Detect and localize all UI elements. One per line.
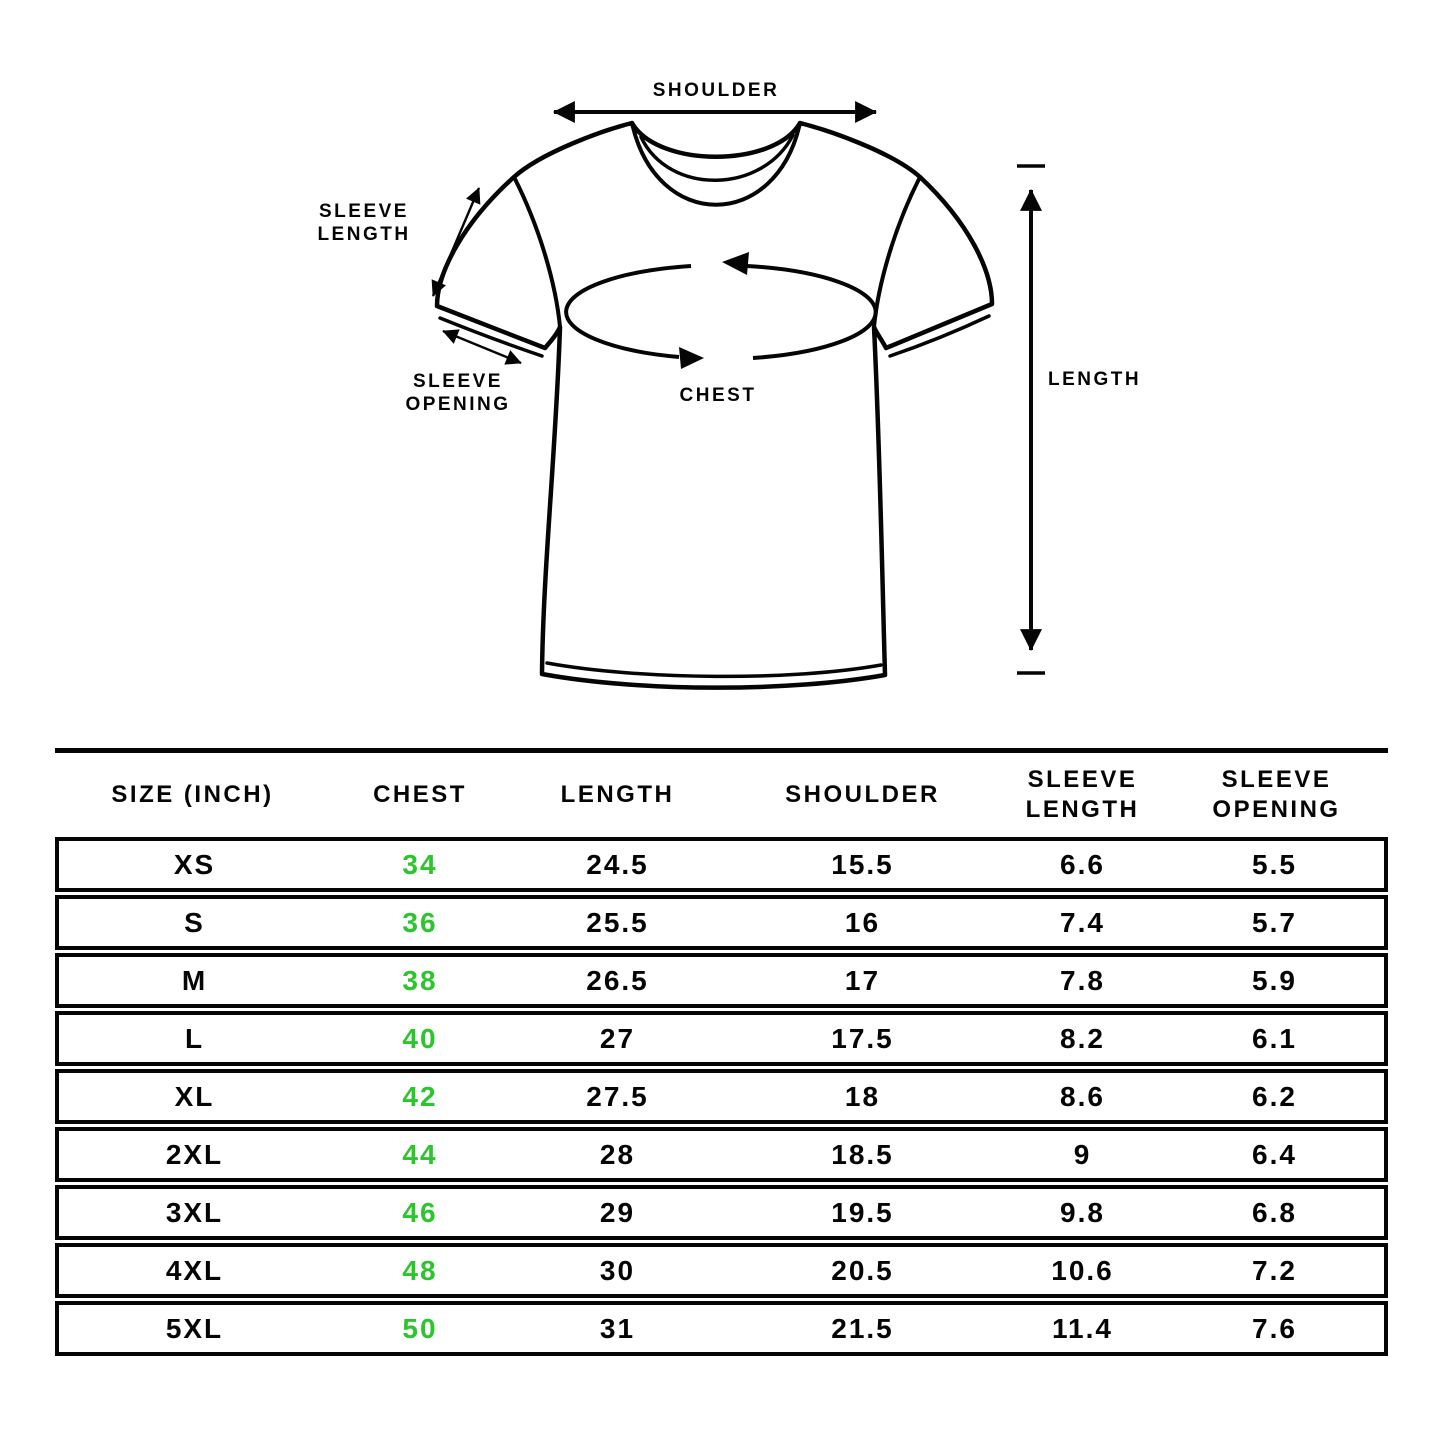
sleeve-opening-cell: 6.4 (1252, 1138, 1297, 1170)
column-header-length-text: LENGTH (560, 781, 675, 808)
table-row-4xl (55, 1243, 1388, 1298)
length-cell: 28 (599, 1138, 636, 1170)
table-row-xs (55, 837, 1388, 892)
sleeve-length-label (264, 200, 464, 246)
size-cell: 2XL (165, 1138, 224, 1170)
sleeve-length-label-line2: LENGTH (317, 224, 411, 245)
chest-cell: 46 (402, 1196, 438, 1228)
shoulder-cell: 18.5 (831, 1138, 894, 1170)
sleeve-opening-cell: 6.8 (1252, 1196, 1297, 1228)
shoulder-cell: 20.5 (831, 1254, 894, 1286)
size-cell: XS (173, 848, 216, 880)
length-measure-arrow (1017, 166, 1045, 673)
column-header-chest-text: CHEST (373, 781, 467, 808)
column-header-chest (330, 780, 510, 810)
table-row-2xl (55, 1127, 1388, 1182)
table-row-3xl (55, 1185, 1388, 1240)
shoulder-label: SHOULDER (652, 80, 780, 101)
chest-cell: 34 (402, 848, 438, 880)
sleeve-length-cell: 7.8 (1060, 964, 1105, 996)
shoulder-cell: 15.5 (831, 848, 894, 880)
column-header-shoulder-text: SHOULDER (785, 781, 940, 808)
sleeve-opening-label-line1: SLEEVE (413, 371, 503, 392)
size-cell: XL (174, 1080, 215, 1112)
size-cell: 3XL (165, 1196, 224, 1228)
table-header-row (55, 753, 1388, 837)
sleeve-opening-cell: 6.2 (1252, 1080, 1297, 1112)
size-cell: M (181, 964, 208, 996)
sleeve-opening-cell: 6.1 (1252, 1022, 1297, 1054)
length-cell: 27.5 (586, 1080, 649, 1112)
length-cell: 30 (599, 1254, 636, 1286)
column-header-sleeve-length-text: SLEEVE LENGTH (1025, 766, 1140, 823)
chest-cell: 44 (402, 1138, 438, 1170)
length-cell: 29 (599, 1196, 636, 1228)
length-cell: 24.5 (586, 848, 649, 880)
sleeve-length-label-line1: SLEEVE (319, 201, 409, 222)
size-cell: 4XL (165, 1254, 224, 1286)
table-row-xl (55, 1069, 1388, 1124)
table-row-5xl (55, 1301, 1388, 1356)
sleeve-length-cell: 7.4 (1060, 906, 1105, 938)
sleeve-opening-cell: 7.2 (1252, 1254, 1297, 1286)
length-cell: 25.5 (586, 906, 649, 938)
sleeve-length-cell: 8.2 (1060, 1022, 1105, 1054)
sleeve-opening-cell: 5.9 (1252, 964, 1297, 996)
chest-cell: 38 (402, 964, 438, 996)
sleeve-opening-cell: 7.6 (1252, 1312, 1297, 1344)
shoulder-cell: 17.5 (831, 1022, 894, 1054)
chest-cell: 50 (402, 1312, 438, 1344)
sleeve-length-cell: 8.6 (1060, 1080, 1105, 1112)
length-label: LENGTH (1048, 369, 1142, 390)
size-cell: 5XL (165, 1312, 224, 1344)
sleeve-opening-cell: 5.5 (1252, 848, 1297, 880)
column-header-sleeve-opening-text: SLEEVE OPENING (1212, 766, 1341, 823)
sleeve-length-cell: 11.4 (1052, 1312, 1113, 1344)
shoulder-cell: 21.5 (831, 1312, 894, 1344)
size-cell: L (184, 1022, 205, 1054)
column-header-sleeve-length (1000, 765, 1165, 825)
table-row-l (55, 1011, 1388, 1066)
column-header-sleeve-opening (1165, 765, 1388, 825)
shoulder-cell: 18 (844, 1080, 881, 1112)
sleeve-opening-label (358, 370, 558, 416)
size-cell: S (184, 906, 205, 938)
chest-cell: 40 (402, 1022, 438, 1054)
column-header-size (55, 780, 330, 810)
sleeve-opening-label-line2: OPENING (405, 394, 511, 415)
size-chart-table (55, 748, 1388, 1359)
sleeve-length-cell: 6.6 (1060, 848, 1105, 880)
shoulder-cell: 19.5 (831, 1196, 894, 1228)
length-cell: 26.5 (586, 964, 649, 996)
sleeve-opening-cell: 5.7 (1252, 906, 1297, 938)
chest-cell: 42 (402, 1080, 438, 1112)
sleeve-length-cell: 10.6 (1051, 1254, 1114, 1286)
table-row-s (55, 895, 1388, 950)
table-row-m (55, 953, 1388, 1008)
column-header-length (510, 780, 725, 810)
column-header-shoulder (725, 780, 1000, 810)
shoulder-cell: 16 (844, 906, 881, 938)
sleeve-length-cell: 9.8 (1060, 1196, 1105, 1228)
column-header-size-text: SIZE (INCH) (111, 781, 274, 808)
chest-cell: 48 (402, 1254, 438, 1286)
length-cell: 27 (599, 1022, 636, 1054)
shoulder-cell: 17 (844, 964, 881, 996)
chest-cell: 36 (402, 906, 438, 938)
length-cell: 31 (599, 1312, 636, 1344)
sleeve-length-cell: 9 (1073, 1138, 1092, 1170)
chest-label: CHEST (679, 385, 757, 406)
